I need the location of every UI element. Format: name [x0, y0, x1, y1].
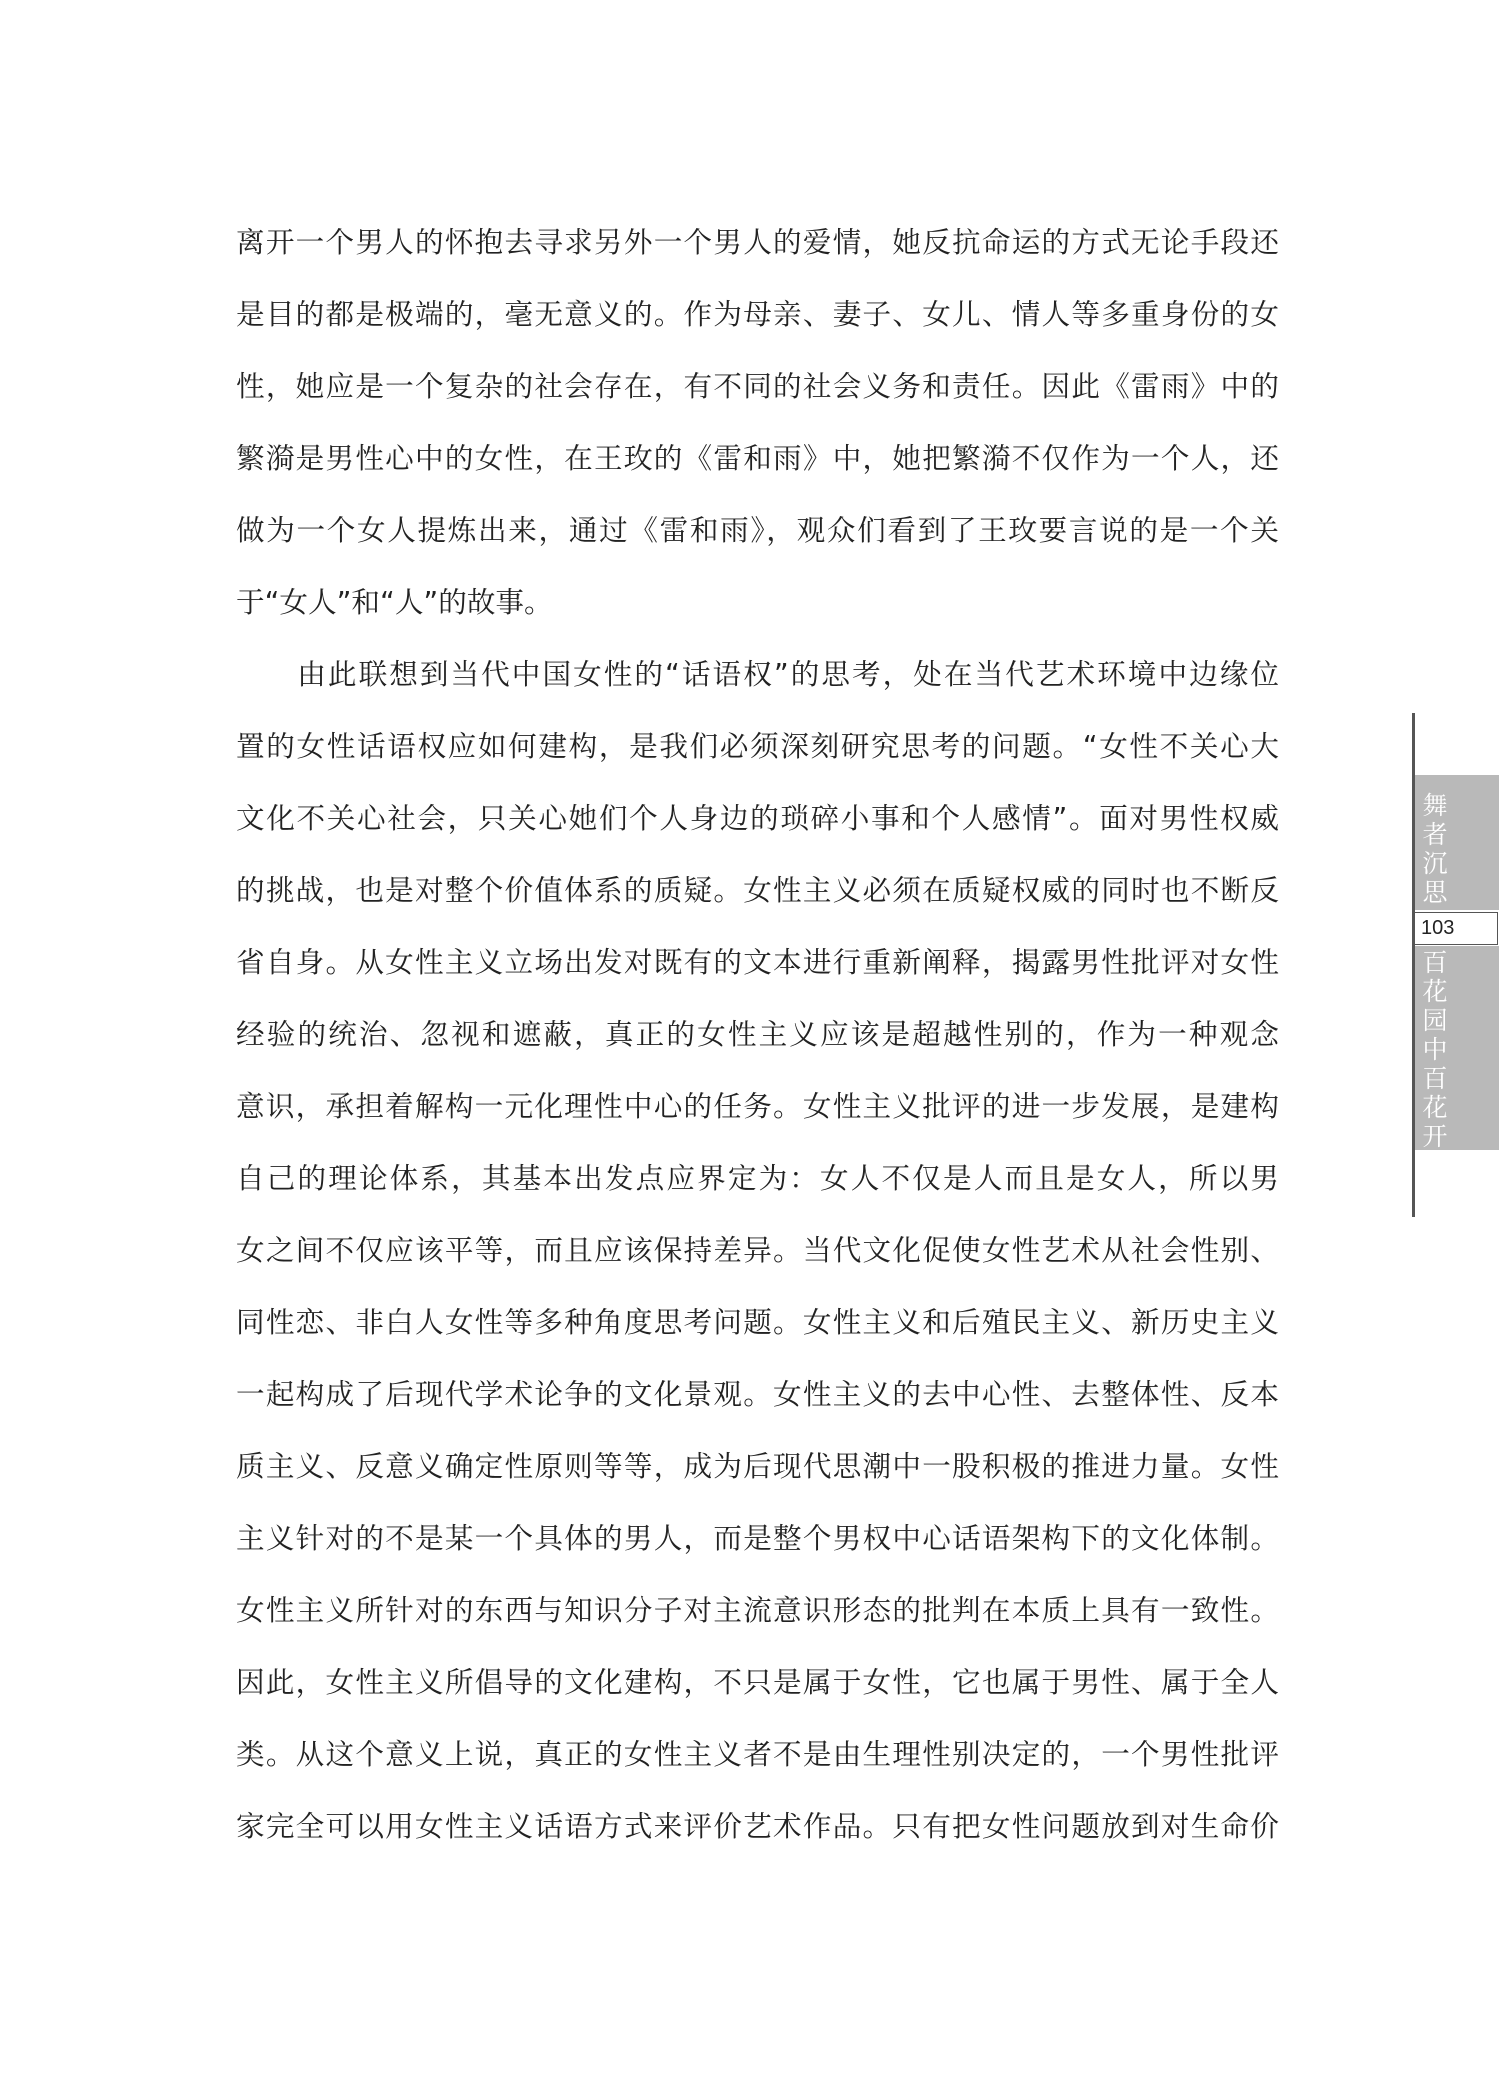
text-line: 家完全可以用女性主义话语方式来评价艺术作品。只有把女性问题放到对生命价 — [236, 1809, 1279, 1843]
text-line: 省自身。从女性主义立场出发对既有的文本进行重新阐释，揭露男性批评对女性 — [236, 945, 1279, 979]
text-line: 质主义、反意义确定性原则等等，成为后现代思潮中一股积极的推进力量。女性 — [236, 1449, 1279, 1483]
section-title — [1415, 791, 1455, 907]
text-line: 置的女性话语权应如何建构，是我们必须深刻研究思考的问题。“女性不关心大 — [236, 729, 1279, 763]
text-line: 同性恋、非白人女性等多种角度思考问题。女性主义和后殖民主义、新历史主义 — [236, 1305, 1279, 1339]
page-number: 103 — [1421, 917, 1455, 939]
body-text — [236, 206, 1279, 1862]
chapter-title-text: 百花园中百花开 — [1422, 948, 1448, 1151]
text-line: 是目的都是极端的，毫无意义的。作为母亲、妻子、女儿、情人等多重身份的女 — [236, 297, 1279, 331]
text-line: 性，她应是一个复杂的社会存在，有不同的社会义务和责任。因此《雷雨》中的 — [236, 369, 1279, 403]
text-line: 类。从这个意义上说，真正的女性主义者不是由生理性别决定的，一个男性批评 — [236, 1737, 1279, 1771]
text-line: 于“女人”和“人”的故事。 — [236, 585, 553, 619]
text-line: 女性主义所针对的东西与知识分子对主流意识形态的批判在本质上具有一致性。 — [236, 1593, 1279, 1627]
text-line: 离开一个男人的怀抱去寻求另外一个男人的爱情，她反抗命运的方式无论手段还 — [236, 225, 1279, 259]
text-line: 一起构成了后现代学术论争的文化景观。女性主义的去中心性、去整体性、反本 — [236, 1377, 1279, 1411]
text-line: 经验的统治、忽视和遮蔽，真正的女性主义应该是超越性别的，作为一种观念 — [236, 1017, 1279, 1051]
text-line: 自己的理论体系，其基本出发点应界定为：女人不仅是人而且是女人，所以男 — [236, 1161, 1279, 1195]
text-line: 做为一个女人提炼出来，通过《雷和雨》，观众们看到了王玫要言说的是一个关 — [236, 513, 1279, 547]
text-line: 由此联想到当代中国女性的“话语权”的思考，处在当代艺术环境中边缘位 — [236, 657, 1279, 691]
text-line: 女之间不仅应该平等，而且应该保持差异。当代文化促使女性艺术从社会性别、 — [236, 1233, 1279, 1267]
section-title-text: 舞者沉思 — [1422, 791, 1448, 907]
section-tab — [1415, 775, 1499, 910]
text-line: 因此，女性主义所倡导的文化建构，不只是属于女性，它也属于男性、属于全人 — [236, 1665, 1279, 1699]
text-line: 主义针对的不是某一个具体的男人，而是整个男权中心话语架构下的文化体制。 — [236, 1521, 1279, 1555]
page-number-box — [1415, 912, 1498, 945]
text-line: 意识，承担着解构一元化理性中心的任务。女性主义批评的进一步发展，是建构 — [236, 1089, 1279, 1123]
text-line: 繁漪是男性心中的女性，在王玫的《雷和雨》中，她把繁漪不仅作为一个人，还 — [236, 441, 1279, 475]
chapter-title — [1415, 948, 1455, 1151]
chapter-tab — [1415, 946, 1499, 1150]
text-line: 的挑战，也是对整个价值体系的质疑。女性主义必须在质疑权威的同时也不断反 — [236, 873, 1279, 907]
text-line: 文化不关心社会，只关心她们个人身边的琐碎小事和个人感情”。面对男性权威 — [236, 801, 1279, 835]
